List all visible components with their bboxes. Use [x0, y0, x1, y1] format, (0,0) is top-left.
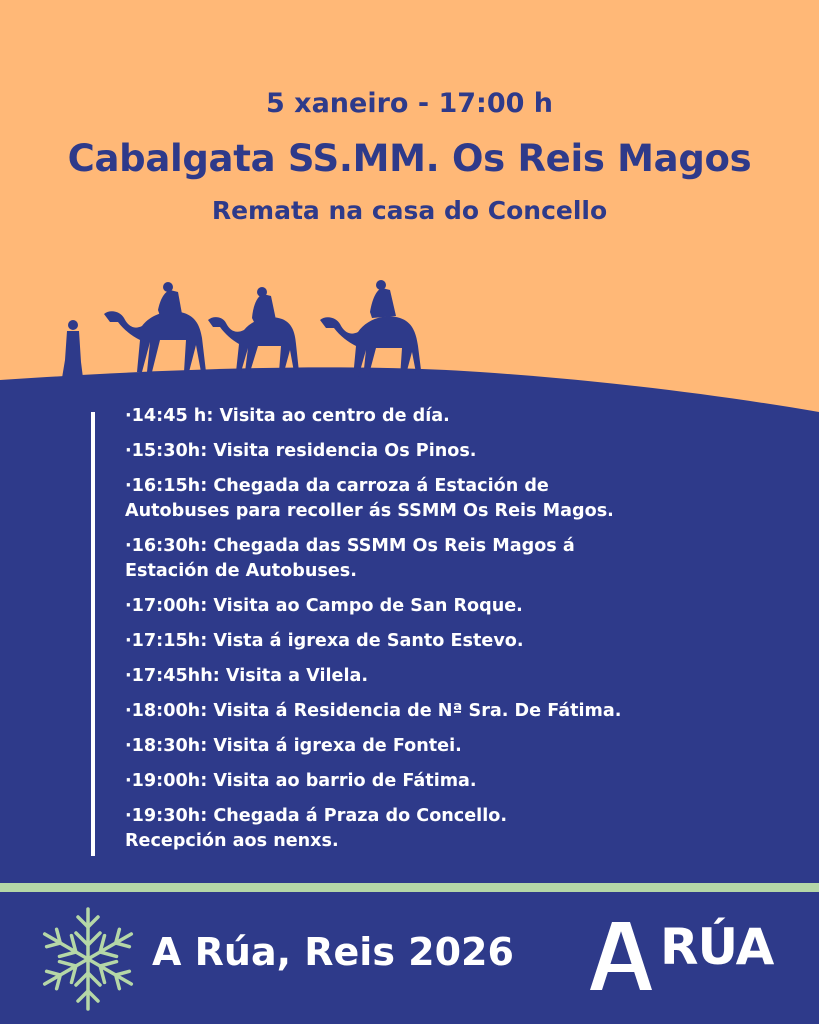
- event-date-time: 5 xaneiro - 17:00 h: [265, 88, 554, 119]
- schedule-item: [125, 769, 765, 794]
- schedule-item: [125, 534, 765, 584]
- schedule-item: [125, 629, 765, 654]
- footer-title: A Rúa, Reis 2026: [152, 930, 514, 974]
- logo-a-mark: [590, 920, 660, 992]
- schedule-item-text: ·19:00h: Visita ao barrio de Fátima.: [125, 771, 477, 791]
- event-subtitle: Remata na casa do Concello: [211, 196, 608, 225]
- snowflake-icon: [38, 904, 138, 1014]
- schedule-item-text: ·17:15h: Vista á igrexa de Santo Estevo.: [125, 631, 524, 651]
- schedule-item: [125, 734, 765, 759]
- schedule-item-text: ·18:30h: Visita á igrexa de Fontei.: [125, 736, 462, 756]
- schedule-item: [125, 664, 765, 689]
- schedule-item: [125, 474, 765, 524]
- schedule-item-text: ·18:00h: Visita á Residencia de Nª Sra. De Fátima.: [125, 701, 622, 721]
- schedule-item-text: Estación de Autobuses.: [125, 561, 357, 581]
- schedule-item-text: ·17:45hh: Visita a Vilela.: [125, 666, 369, 686]
- camel-rider-3: [320, 280, 422, 378]
- event-title: Cabalgata SS.MM. Os Reis Magos: [67, 137, 752, 180]
- schedule-item-text: ·17:00h: Visita ao Campo de San Roque.: [125, 596, 523, 616]
- footer-accent-band: [0, 883, 819, 892]
- schedule-list: [125, 404, 765, 864]
- logo-text: RÚA: [660, 918, 774, 976]
- schedule-item-text: ·16:15h: Chegada da carroza á Estación de: [125, 476, 549, 496]
- schedule-item: [125, 594, 765, 619]
- schedule-item: [125, 404, 765, 429]
- schedule-item-text: ·16:30h: Chegada das SSMM Os Reis Magos á: [125, 536, 575, 556]
- schedule-item-text: ·14:45 h: Visita ao centro de día.: [125, 406, 450, 426]
- schedule-item-text: Recepción aos nenxs.: [125, 831, 339, 851]
- schedule-item-text: Autobuses para recoller ás SSMM Os Reis Magos.: [125, 501, 614, 521]
- schedule-item: [125, 804, 765, 854]
- schedule-item: [125, 439, 765, 464]
- schedule-item: [125, 699, 765, 724]
- schedule-item-text: ·19:30h: Chegada á Praza do Concello.: [125, 806, 508, 826]
- camel-rider-1: [104, 282, 206, 372]
- footer: [0, 892, 819, 1024]
- walker-silhouette: [62, 320, 83, 378]
- camel-rider-2: [208, 287, 299, 372]
- schedule-item-text: ·15:30h: Visita residencia Os Pinos.: [125, 441, 477, 461]
- schedule-divider: [91, 412, 95, 856]
